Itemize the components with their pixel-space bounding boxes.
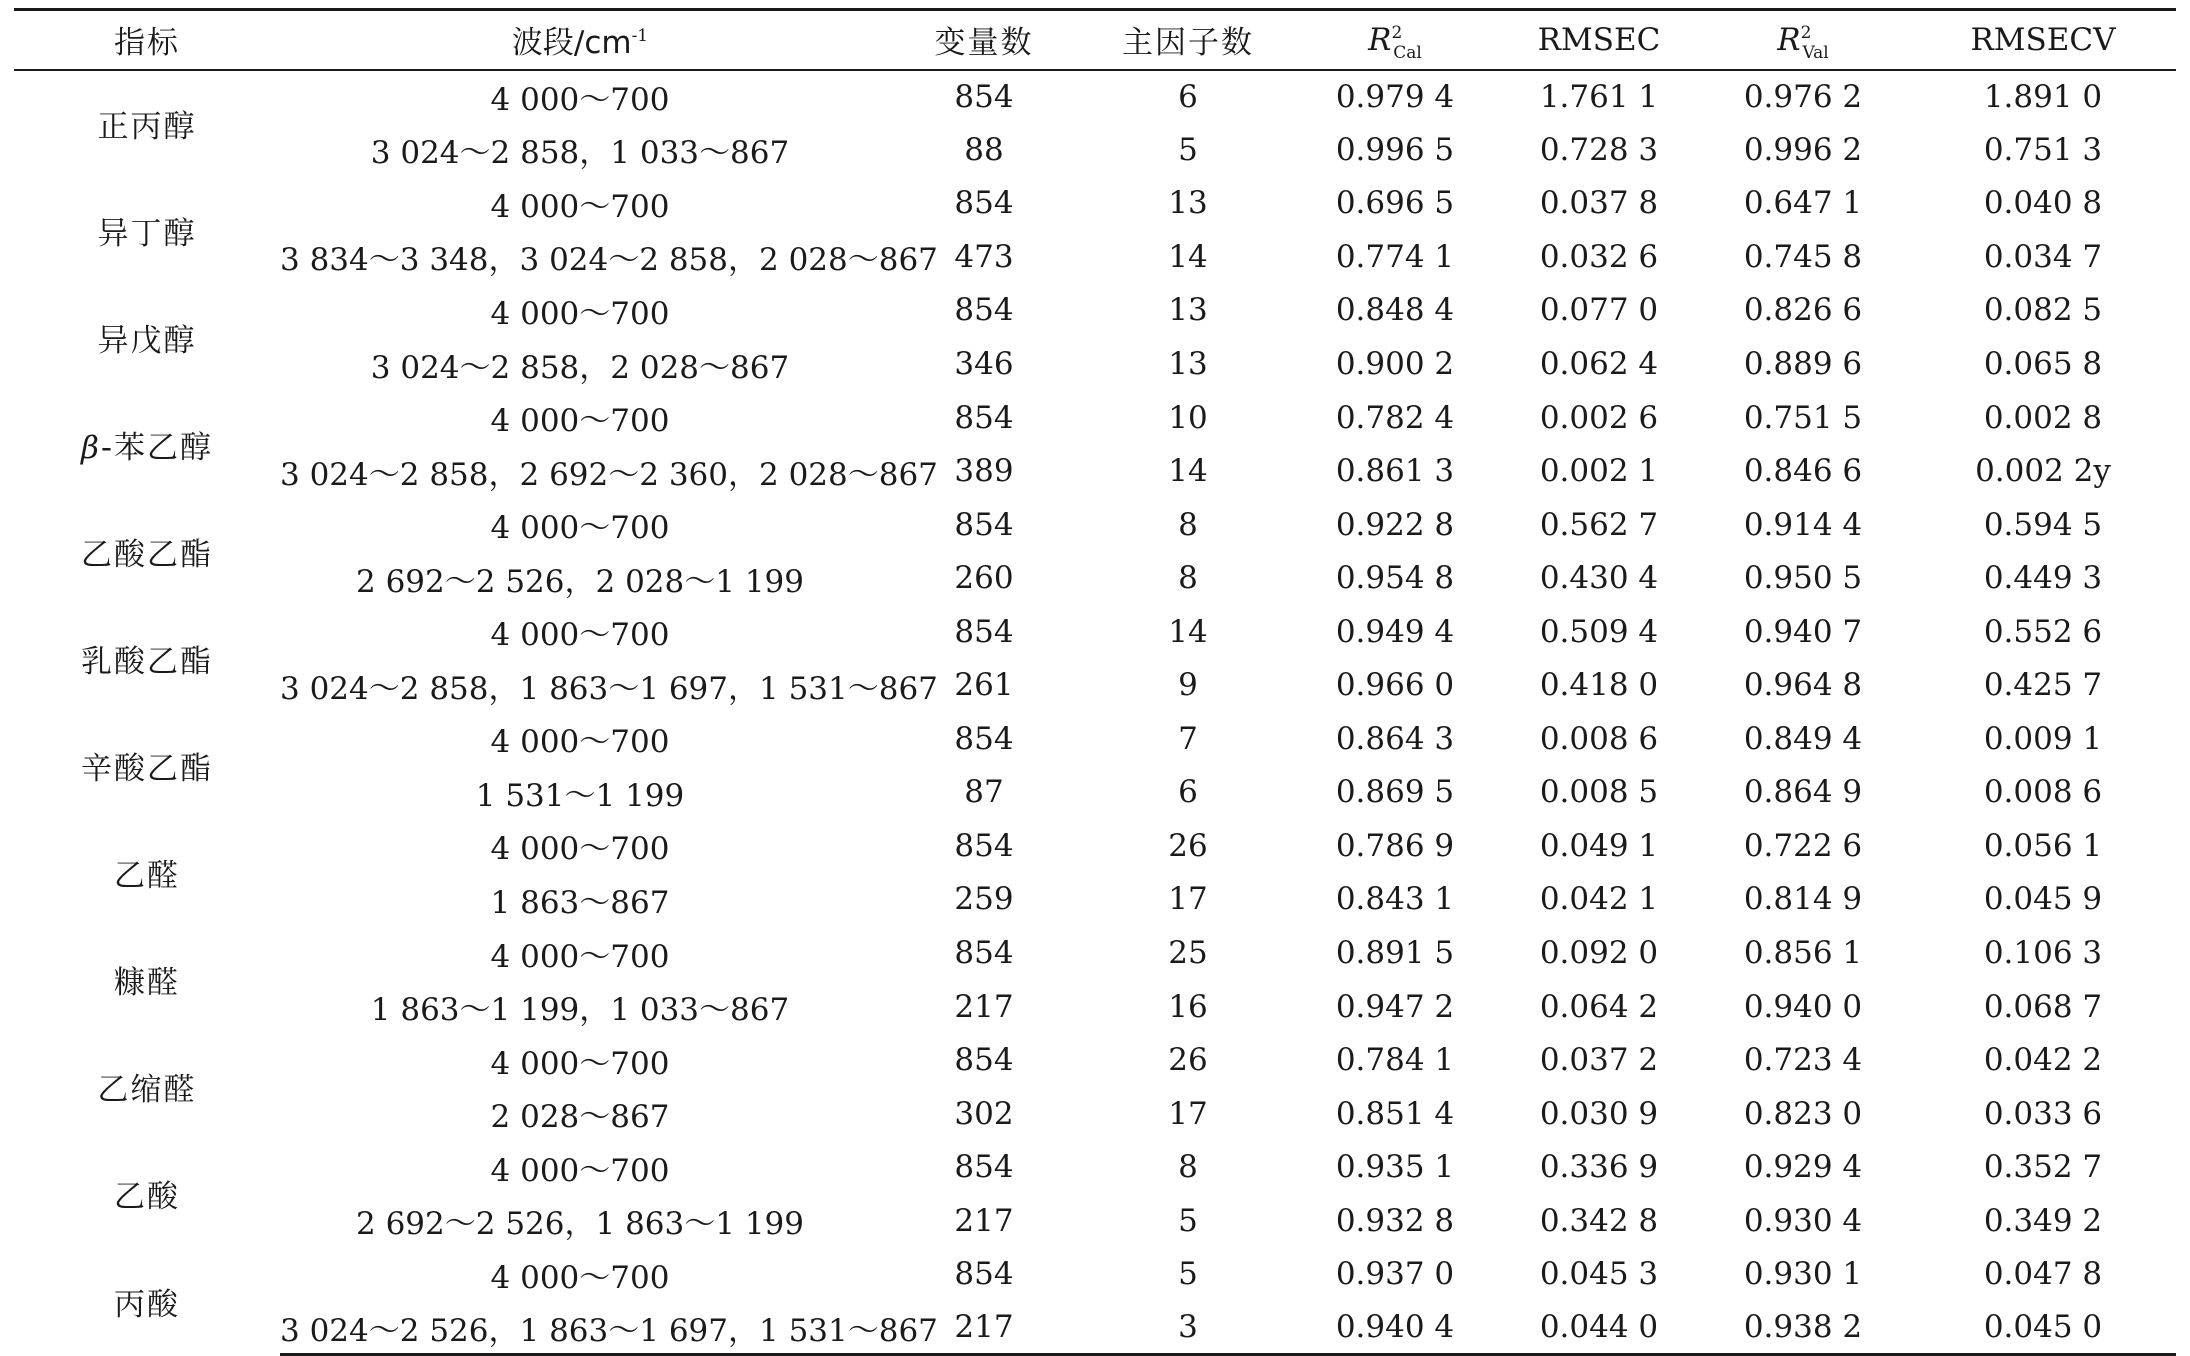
table-row: [14, 605, 2176, 659]
cell-r2val: 0.950 5: [1743, 560, 1863, 597]
cell-r2cal: 0.900 2: [1335, 346, 1455, 382]
cell-rmsec: 0.562 7: [1539, 506, 1659, 543]
table-row: [14, 1033, 2176, 1087]
cell-r2cal: 0.940 4: [1288, 1301, 1502, 1355]
cell-r2cal: 0.935 1: [1335, 1149, 1455, 1186]
cell-r2cal: 0.922 8: [1335, 506, 1455, 543]
cell-rmsec: 0.044 0: [1502, 1301, 1696, 1355]
cell-factors: 8: [1178, 506, 1198, 543]
cell-indicator: 乳酸乙酯: [81, 644, 213, 681]
cell-factors: 25: [1168, 935, 1208, 972]
cell-band: 1 531～1 199: [475, 777, 685, 814]
cell-rmsecv: 0.002 8: [1983, 399, 2103, 436]
cell-r2val: 0.929 4: [1743, 1149, 1863, 1186]
cell-variables: 854: [954, 935, 1014, 972]
cell-factors: 6: [1178, 774, 1198, 811]
cell-factors: 13: [1168, 185, 1208, 222]
cell-r2cal: 0.869 5: [1335, 774, 1455, 811]
cell-r2cal: 0.861 3: [1335, 453, 1455, 490]
cell-variables: 854: [954, 506, 1014, 543]
cell-band: 3 024～2 858，1 033～867: [370, 135, 790, 172]
table-body: [14, 70, 2176, 1355]
cell-indicator: 丙酸: [114, 1286, 180, 1323]
cell-variables: 854: [954, 78, 1014, 115]
cell-band: 4 000～700: [490, 617, 670, 654]
header-rmsec: RMSEC: [1502, 10, 1696, 70]
cell-r2cal: 0.851 4: [1335, 1095, 1455, 1132]
cell-variables: 217: [954, 1202, 1014, 1239]
cell-r2val: 0.856 1: [1743, 935, 1863, 972]
header-band: [280, 10, 880, 70]
cell-rmsecv: 0.352 7: [1983, 1149, 2103, 1186]
cell-variables: 854: [954, 613, 1014, 650]
cell-indicator: 异戊醇: [97, 322, 197, 359]
cell-variables: 217: [880, 1301, 1088, 1355]
cell-band: 4 000～700: [490, 403, 670, 440]
cell-rmsecv: 0.425 7: [1983, 667, 2103, 704]
cell-rmsec: 0.030 9: [1539, 1095, 1659, 1132]
cell-indicator: 异丁醇: [97, 215, 197, 252]
cell-r2cal: 0.979 4: [1335, 78, 1455, 115]
cell-rmsec: 0.077 0: [1539, 292, 1659, 329]
table-row: [14, 284, 2176, 338]
cell-rmsec: 0.008 6: [1539, 720, 1659, 757]
cell-rmsecv: 0.033 6: [1983, 1095, 2103, 1132]
cell-band: 4 000～700: [490, 188, 670, 225]
table-row: [14, 1087, 2176, 1141]
cell-rmsecv: 0.040 8: [1983, 185, 2103, 222]
cell-r2cal: 0.966 0: [1335, 667, 1455, 704]
cell-r2val: 0.938 2: [1696, 1301, 1910, 1355]
cell-rmsecv: 0.008 6: [1983, 774, 2103, 811]
cell-r2val: 0.751 5: [1743, 399, 1863, 436]
table-row: [14, 70, 2176, 124]
cell-rmsec: 0.336 9: [1539, 1149, 1659, 1186]
table-row: [14, 712, 2176, 766]
cell-variables: 854: [954, 827, 1014, 864]
cell-rmsecv: 0.034 7: [1983, 238, 2103, 275]
cell-band: 2 692～2 526，2 028～1 199: [356, 563, 804, 600]
cell-r2val: 0.940 0: [1743, 988, 1863, 1025]
cell-r2cal: 0.864 3: [1335, 720, 1455, 757]
header-r2val-sup: 2: [1800, 22, 1812, 43]
cell-rmsec: 0.092 0: [1539, 935, 1659, 972]
cell-band: 4 000～700: [490, 510, 670, 547]
cell-variables: 389: [954, 453, 1014, 490]
cell-rmsecv: 0.045 9: [1983, 881, 2103, 918]
header-factors: 主因子数: [1088, 10, 1288, 70]
header-indicator: 指标: [14, 10, 280, 70]
cell-factors: 26: [1168, 1042, 1208, 1079]
cell-factors: 14: [1168, 613, 1208, 650]
cell-band: 4 000～700: [490, 938, 670, 975]
cell-rmsecv: 0.751 3: [1983, 131, 2103, 168]
cell-rmsec: 0.418 0: [1539, 667, 1659, 704]
cell-rmsec: 0.037 8: [1539, 185, 1659, 222]
cell-rmsec: 0.342 8: [1539, 1202, 1659, 1239]
cell-indicator: 乙酸: [114, 1179, 180, 1216]
cell-r2val: 0.722 6: [1743, 827, 1863, 864]
cell-r2val: 0.826 6: [1743, 292, 1863, 329]
table-row: [14, 926, 2176, 980]
header-r2cal-sub: Cal: [1393, 42, 1422, 63]
cell-rmsecv: 0.068 7: [1983, 988, 2103, 1025]
cell-band: 4 000～700: [490, 724, 670, 761]
cell-factors: 26: [1168, 827, 1208, 864]
cell-factors: 17: [1168, 1095, 1208, 1132]
table-row: [14, 1248, 2176, 1302]
cell-band: 1 863～867: [490, 884, 670, 921]
header-variables: 变量数: [880, 10, 1088, 70]
cell-r2val: 0.964 8: [1743, 667, 1863, 704]
cell-variables: 854: [954, 399, 1014, 436]
header-r2cal-r: R: [1368, 21, 1392, 58]
cell-band: 2 692～2 526，1 863～1 199: [356, 1206, 804, 1243]
table-row: [14, 551, 2176, 605]
cell-r2cal: 0.932 8: [1335, 1202, 1455, 1239]
cell-r2val: 0.814 9: [1743, 881, 1863, 918]
cell-r2cal: 0.784 1: [1335, 1042, 1455, 1079]
cell-rmsec: 0.037 2: [1539, 1042, 1659, 1079]
table-row: [14, 498, 2176, 552]
cell-band: 4 000～700: [490, 1152, 670, 1189]
cell-indicator: 正丙醇: [97, 109, 197, 146]
cell-r2cal: 0.786 9: [1335, 827, 1455, 864]
cell-band: 3 024～2 858，2 692～2 360，2 028～867: [280, 456, 938, 493]
cell-rmsecv: 0.552 6: [1983, 613, 2103, 650]
cell-variables: 346: [954, 346, 1014, 382]
table-row: [14, 1140, 2176, 1194]
header-band-text: 波段/cm: [511, 25, 632, 62]
table-row: [14, 659, 2176, 713]
cell-variables: 88: [964, 131, 1004, 168]
cell-variables: 217: [954, 988, 1014, 1025]
cell-factors: 17: [1168, 881, 1208, 918]
cell-factors: 9: [1178, 667, 1198, 704]
table-row: [14, 337, 2176, 391]
table-row: [14, 766, 2176, 820]
header-r2val-r: R: [1777, 21, 1801, 58]
cell-band: 3 024～2 858，2 028～867: [370, 349, 790, 386]
cell-r2val: 0.930 4: [1743, 1202, 1863, 1239]
table-row: [14, 177, 2176, 231]
cell-band: 1 863～1 199，1 033～867: [370, 992, 790, 1029]
cell-variables: 87: [964, 774, 1004, 811]
cell-rmsec: 0.032 6: [1539, 238, 1659, 275]
cell-r2val: 0.889 6: [1743, 346, 1863, 382]
cell-r2cal: 0.696 5: [1335, 185, 1455, 222]
cell-rmsecv: 0.065 8: [1983, 346, 2103, 382]
cell-rmsecv: 0.082 5: [1983, 292, 2103, 329]
cell-rmsec: 0.064 2: [1539, 988, 1659, 1025]
cell-variables: 260: [954, 560, 1014, 597]
table-row: [14, 123, 2176, 177]
cell-factors: 13: [1168, 346, 1208, 382]
cell-rmsec: 0.002 1: [1539, 453, 1659, 490]
cell-rmsec: 0.509 4: [1539, 613, 1659, 650]
cell-r2cal: 0.774 1: [1335, 238, 1455, 275]
cell-band: 4 000～700: [490, 831, 670, 868]
cell-r2cal: 0.937 0: [1335, 1256, 1455, 1293]
cell-variables: 259: [954, 881, 1014, 918]
cell-factors: 5: [1178, 131, 1198, 168]
header-row: [14, 10, 2176, 70]
cell-r2val: 0.996 2: [1743, 131, 1863, 168]
cell-variables: 854: [954, 292, 1014, 329]
cell-r2val: 0.864 9: [1743, 774, 1863, 811]
table-row: [14, 1301, 2176, 1355]
table-row: [14, 230, 2176, 284]
cell-factors: 10: [1168, 399, 1208, 436]
cell-r2cal: 0.848 4: [1335, 292, 1455, 329]
cell-rmsec: 0.062 4: [1539, 346, 1659, 382]
cell-r2val: 0.930 1: [1743, 1256, 1863, 1293]
cell-factors: 8: [1178, 560, 1198, 597]
cell-rmsec: 0.728 3: [1539, 131, 1659, 168]
cell-factors: 8: [1178, 1149, 1198, 1186]
cell-rmsec: 0.049 1: [1539, 827, 1659, 864]
cell-r2val: 0.723 4: [1743, 1042, 1863, 1079]
cell-rmsecv: 0.594 5: [1983, 506, 2103, 543]
cell-band: 3 024～2 858，1 863～1 697，1 531～867: [280, 670, 938, 707]
beta-symbol: β: [80, 429, 101, 466]
cell-band: 3 024～2 526，1 863～1 697，1 531～867: [280, 1301, 880, 1355]
table-row: [14, 1194, 2176, 1248]
cell-variables: 261: [954, 667, 1014, 704]
cell-factors: 14: [1168, 453, 1208, 490]
header-rmsecv: RMSECV: [1910, 10, 2176, 70]
table-row: [14, 391, 2176, 445]
cell-rmsecv: 0.349 2: [1983, 1202, 2103, 1239]
cell-r2val: 0.823 0: [1743, 1095, 1863, 1132]
cell-rmsec: 0.002 6: [1539, 399, 1659, 436]
header-r2val: [1696, 10, 1910, 70]
cell-r2cal: 0.996 5: [1335, 131, 1455, 168]
cell-band: 4 000～700: [490, 295, 670, 332]
cell-factors: 16: [1168, 988, 1208, 1025]
cell-r2val: 0.914 4: [1743, 506, 1863, 543]
cell-rmsecv: 1.891 0: [1983, 78, 2103, 115]
cell-indicator: 乙缩醛: [97, 1072, 197, 1109]
cell-indicator: 乙醛: [114, 858, 180, 895]
cell-r2val: 0.647 1: [1743, 185, 1863, 222]
cell-factors: 3: [1088, 1301, 1288, 1355]
cell-band: 4 000～700: [490, 82, 670, 119]
cell-rmsecv: 0.106 3: [1983, 935, 2103, 972]
header-band-sup: -1: [631, 26, 649, 47]
results-table: [14, 8, 2176, 1356]
cell-indicator: 乙酸乙酯: [81, 536, 213, 573]
cell-rmsecv: 0.045 0: [1910, 1301, 2176, 1355]
cell-indicator: 糠醛: [114, 965, 180, 1002]
table-row: [14, 819, 2176, 873]
cell-band: 2 028～867: [490, 1099, 670, 1136]
cell-rmsec: 0.042 1: [1539, 881, 1659, 918]
cell-r2cal: 0.782 4: [1335, 399, 1455, 436]
cell-indicator: β-苯乙醇: [80, 429, 214, 466]
cell-variables: 854: [954, 185, 1014, 222]
cell-variables: 854: [954, 1042, 1014, 1079]
cell-factors: 13: [1168, 292, 1208, 329]
cell-r2val: 0.846 6: [1743, 453, 1863, 490]
cell-factors: 5: [1178, 1256, 1198, 1293]
cell-rmsecv: 0.449 3: [1983, 560, 2103, 597]
cell-rmsec: 0.008 5: [1539, 774, 1659, 811]
cell-r2cal: 0.891 5: [1335, 935, 1455, 972]
cell-factors: 5: [1178, 1202, 1198, 1239]
cell-r2val: 0.940 7: [1743, 613, 1863, 650]
cell-rmsecv: 0.056 1: [1983, 827, 2103, 864]
cell-variables: 302: [954, 1095, 1014, 1132]
cell-rmsec: 1.761 1: [1539, 78, 1659, 115]
cell-r2cal: 0.949 4: [1335, 613, 1455, 650]
header-r2val-sub: Val: [1802, 42, 1829, 63]
cell-factors: 6: [1178, 78, 1198, 115]
cell-r2cal: 0.954 8: [1335, 560, 1455, 597]
cell-band: 4 000～700: [490, 1045, 670, 1082]
cell-r2val: 0.745 8: [1743, 238, 1863, 275]
cell-indicator: 辛酸乙酯: [81, 751, 213, 788]
cell-factors: 14: [1168, 238, 1208, 275]
table-row: [14, 980, 2176, 1034]
header-r2cal-sup: 2: [1391, 22, 1403, 43]
header-r2cal: [1288, 10, 1502, 70]
cell-rmsecv: 0.047 8: [1983, 1256, 2103, 1293]
cell-band: 3 834～3 348，3 024～2 858，2 028～867: [280, 242, 938, 279]
cell-variables: 854: [954, 1149, 1014, 1186]
cell-rmsec: 0.430 4: [1539, 560, 1659, 597]
cell-factors: 7: [1178, 720, 1198, 757]
cell-variables: 854: [954, 720, 1014, 757]
cell-band: 4 000～700: [490, 1259, 670, 1296]
table-row: [14, 444, 2176, 498]
table-row: [14, 873, 2176, 927]
cell-r2cal: 0.843 1: [1335, 881, 1455, 918]
cell-r2cal: 0.947 2: [1335, 988, 1455, 1025]
cell-variables: 473: [954, 238, 1014, 275]
cell-rmsecv: 0.009 1: [1983, 720, 2103, 757]
cell-rmsecv: 0.002 2y: [1975, 453, 2111, 490]
cell-rmsec: 0.045 3: [1539, 1256, 1659, 1293]
cell-r2val: 0.976 2: [1743, 78, 1863, 115]
cell-rmsecv: 0.042 2: [1983, 1042, 2103, 1079]
cell-r2val: 0.849 4: [1743, 720, 1863, 757]
cell-variables: 854: [954, 1256, 1014, 1293]
